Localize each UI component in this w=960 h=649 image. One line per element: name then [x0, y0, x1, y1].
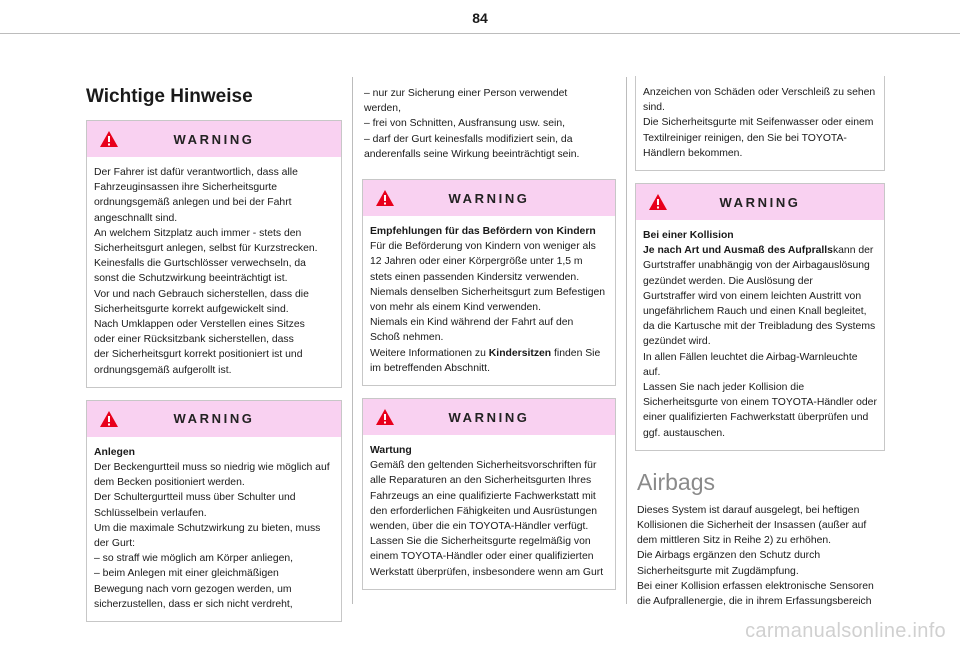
- text-line: da die Kartusche mit der Treibladung des Systems: [643, 321, 876, 333]
- text-span: finden Sie: [551, 347, 601, 359]
- text-span: kann der: [832, 245, 874, 257]
- warning-body: [363, 435, 615, 589]
- warning-box-continued: [635, 76, 885, 171]
- text-line: einem TOYOTA-Händler oder einer qualifizierten: [370, 551, 594, 563]
- text-line: einer qualifizierten Fachwerkstatt überprüfen und: [643, 412, 869, 424]
- warning-header: [363, 180, 615, 216]
- column-left: [86, 62, 342, 622]
- text-line: oder einer Rücksitzbank sicherstellen, dass: [94, 334, 294, 346]
- warning-box-children: [362, 179, 616, 386]
- airbags-title: Airbags: [637, 468, 715, 495]
- text-line: sicherzustellen, dass er sich nicht verdreht,: [94, 598, 293, 610]
- warning-body: [87, 157, 341, 387]
- warning-body: [636, 220, 884, 450]
- text-line: [643, 243, 877, 258]
- text-line: ordnungsgemäß anlegen und bei der Fahrt: [94, 197, 292, 209]
- text-line: ggf. austauschen.: [643, 427, 726, 439]
- text-line: anderenfalls seine Wirkung beeinträchtigt sein.: [364, 148, 580, 160]
- text-line: Sicherheitsgurte korrekt aufgewickelt sind.: [94, 303, 289, 315]
- warning-heading: Bei einer Kollision: [643, 230, 734, 242]
- text-line: der Sicherheitsgurt korrekt positioniert ist und: [94, 349, 303, 361]
- text-line: sind.: [643, 102, 665, 114]
- text-line: ordnungsgemäß aufgerollt ist.: [94, 364, 232, 376]
- text-line: von mehr als einem Kind verwenden.: [370, 302, 541, 314]
- top-divider: [0, 33, 960, 34]
- text-line: Niemals denselben Sicherheitsgurt zum Befestigen: [370, 286, 606, 298]
- warning-triangle-icon: [99, 130, 119, 148]
- text-line: Sicherheitsgurte von einem TOYOTA-Händler oder: [643, 397, 877, 409]
- watermark: carmanualsonline.info: [745, 620, 946, 642]
- text-line: – so straff wie möglich am Körper anliegen,: [94, 553, 294, 565]
- text-line: wenden, über die ein TOYOTA-Händler verfügt.: [370, 521, 589, 533]
- text-line: die Aufprallenergie, die in ihrem Erfassungsbereich: [637, 596, 872, 608]
- column-middle: [362, 86, 616, 590]
- continued-text: [362, 86, 616, 162]
- text-line: Der Schultergurtteil muss über Schulter und: [94, 492, 296, 504]
- warning-triangle-icon: [375, 189, 395, 207]
- text-line: Die Airbags ergänzen den Schutz durch: [637, 550, 821, 562]
- text-line: [370, 346, 608, 361]
- text-line: Nach Umklappen oder Verstellen eines Sitzes: [94, 319, 305, 331]
- warning-box-seatbelts: [86, 120, 342, 388]
- column-separator: [352, 77, 353, 604]
- text-line: werden,: [364, 103, 401, 115]
- text-line: Vor und nach Gebrauch sicherstellen, dass die: [94, 288, 309, 300]
- warning-label: WARNING: [173, 411, 255, 427]
- text-line: Schoß nehmen.: [370, 332, 444, 344]
- text-line: ungefährlichem Rauch und einen Knall begleitet,: [643, 306, 867, 318]
- text-line: Sicherheitsgurt anlegen, selbst für Kurzstrecken.: [94, 243, 318, 255]
- text-line: angeschnallt sind.: [94, 212, 178, 224]
- text-line: dem Becken positioniert werden.: [94, 477, 245, 489]
- warning-box-maintenance: [362, 398, 616, 590]
- text-line: – nur zur Sicherung einer Person verwendet: [364, 88, 568, 99]
- text-line: An welchem Sitzplatz auch immer - stets den: [94, 227, 302, 239]
- text-line: – frei von Schnitten, Ausfransung usw. sein,: [364, 118, 566, 130]
- text-line: Sicherheitsgurte mit Zugdämpfung.: [637, 565, 799, 577]
- airbags-section: [635, 469, 885, 609]
- text-line: Gemäß den geltenden Sicherheitsvorschriften für: [370, 460, 597, 472]
- warning-body: [87, 437, 341, 621]
- text-line: Der Fahrer ist dafür verantwortlich, dass alle: [94, 167, 298, 178]
- text-line: Bei einer Kollision erfassen elektronische Sensoren: [637, 580, 874, 592]
- text-line: Lassen Sie die Sicherheitsgurte regelmäßig von: [370, 536, 591, 548]
- warning-label: WARNING: [719, 194, 801, 210]
- text-line: – beim Anlegen mit einer gleichmäßigen: [94, 568, 279, 580]
- text-line: Gurtstraffer unabhängig von der Airbagauslösung: [643, 260, 870, 272]
- warning-heading: Empfehlungen für das Befördern von Kindern: [370, 226, 596, 238]
- warning-triangle-icon: [99, 410, 119, 428]
- warning-box-collision: [635, 183, 885, 451]
- warning-label: WARNING: [448, 409, 530, 425]
- text-line: sonst die Schutzwirkung beeinträchtigt ist.: [94, 273, 288, 285]
- warning-heading: Anlegen: [94, 446, 135, 458]
- column-separator: [626, 77, 627, 604]
- text-line: Lassen Sie nach jeder Kollision die: [643, 382, 805, 394]
- warning-body: [363, 216, 615, 385]
- text-line: Fahrzeugs an eine qualifizierte Fachwerkstatt mit: [370, 490, 596, 502]
- text-span-bold: Kindersitzen: [488, 347, 552, 359]
- warning-label: WARNING: [448, 190, 530, 206]
- text-line: dem mittleren Sitz in Reihe 2) zu erhöhen.: [637, 535, 832, 547]
- warning-heading: Wartung: [370, 445, 412, 457]
- text-line: alle Reparaturen an den Sicherheitsgurten Ihres: [370, 475, 592, 487]
- warning-label: WARNING: [173, 131, 255, 147]
- warning-header: [87, 401, 341, 437]
- airbags-text: [635, 503, 885, 609]
- text-line: gezündet werden. Die Auslösung der: [643, 275, 813, 287]
- text-span: Weitere Informationen zu: [370, 347, 489, 359]
- text-line: Fahrzeuginsassen ihre Sicherheitsgurte: [94, 182, 278, 194]
- text-line: Textilreiniger reinigen, den Sie bei TOYOTA-: [643, 132, 847, 144]
- text-line: 12 Jahren oder einer Körpergröße unter 1,5 m: [370, 256, 583, 268]
- text-line: Niemals ein Kind während der Fahrt auf den: [370, 317, 574, 329]
- text-line: der Gurt:: [94, 538, 135, 550]
- text-line: den erforderlichen Fähigkeiten und Ausrüstungen: [370, 505, 598, 517]
- text-line: In allen Fällen leuchtet die Airbag-Warnleuchte auf.: [643, 351, 858, 378]
- warning-box-fastening: [86, 400, 342, 622]
- text-line: Schlüsselbein verlaufen.: [94, 507, 207, 519]
- warning-triangle-icon: [648, 193, 668, 211]
- text-line: Gurtstraffer wird von einem leichten Austritt von: [643, 290, 862, 302]
- warning-body: [636, 76, 884, 170]
- page-number: 84: [472, 10, 488, 26]
- text-line: Anzeichen von Schäden oder Verschleiß zu sehen: [643, 87, 876, 98]
- text-line: Kollisionen die Sicherheit der Insassen (außer auf: [637, 520, 867, 532]
- text-line: Händlern bekommen.: [643, 147, 743, 159]
- text-line: im betreffenden Abschnitt.: [370, 362, 490, 374]
- warning-triangle-icon: [375, 408, 395, 426]
- text-line: – darf der Gurt keinesfalls modifiziert sein, da: [364, 133, 573, 145]
- text-line: Um die maximale Schutzwirkung zu bieten, muss: [94, 522, 321, 534]
- text-line: Keinesfalls die Gurtschlösser verwechseln, da: [94, 258, 306, 270]
- warning-header: [636, 184, 884, 220]
- text-line: Bewegung nach vorn gezogen werden, um: [94, 583, 292, 595]
- text-line: Der Beckengurtteil muss so niedrig wie möglich auf: [94, 462, 330, 474]
- section-title: Wichtige Hinweise: [86, 86, 253, 107]
- text-line: Werkstatt überprüfen, insbesondere wenn am Gurt: [370, 566, 604, 578]
- text-line: gezündet wird.: [643, 336, 711, 348]
- column-right: [635, 76, 885, 609]
- text-span-bold: Je nach Art und Ausmaß des Aufpralls: [643, 245, 833, 257]
- text-line: Die Sicherheitsgurte mit Seifenwasser oder einem: [643, 117, 874, 129]
- text-line: Dieses System ist darauf ausgelegt, bei heftigen: [637, 504, 860, 516]
- warning-header: [363, 399, 615, 435]
- warning-header: [87, 121, 341, 157]
- text-line: Für die Beförderung von Kindern von weniger als: [370, 241, 596, 253]
- text-line: stets einen passenden Kindersitz verwenden.: [370, 271, 580, 283]
